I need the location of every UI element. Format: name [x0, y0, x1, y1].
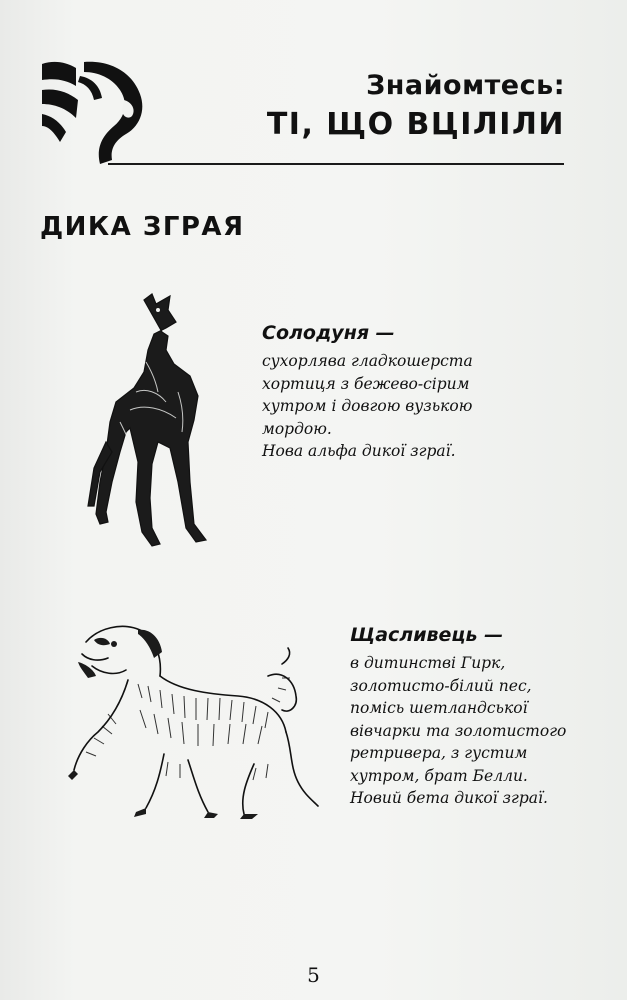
description-line: сухорлява гладкошерста	[262, 352, 473, 370]
character-name: Щасливець —	[350, 624, 504, 646]
description-line: хортиця з бежево-сірим	[262, 374, 470, 393]
title-divider	[108, 163, 564, 165]
description-line: помісь шетландської	[350, 699, 528, 717]
description-line: в дитинстві Гирк,	[350, 654, 506, 672]
chapter-title-line1: Знайомтесь:	[366, 70, 565, 101]
description-line: золотисто-білий пес,	[350, 676, 532, 695]
character-entry	[262, 322, 562, 463]
description-line: хутром і довгою вузькою	[262, 397, 473, 415]
section-title: ДИКА ЗГРАЯ	[40, 212, 245, 242]
description-line: ретривера, з густим	[350, 744, 528, 762]
chapter-title-line2: ТІ, ЩО ВЦІЛІЛИ	[266, 107, 565, 142]
swirl-ornament-icon	[40, 56, 152, 168]
shaggy-dog-illustration	[68, 614, 320, 820]
description-line: хутром, брат Белли.	[350, 766, 528, 785]
description-line: вівчарки та золотистого	[350, 721, 567, 740]
character-entry	[350, 624, 590, 810]
page-number: 5	[307, 963, 320, 987]
greyhound-illustration	[86, 292, 218, 554]
description-line: Новий бета дикої зграї.	[350, 789, 548, 807]
character-name: Солодуня —	[262, 322, 395, 344]
description-line: Нова альфа дикої зграї.	[262, 442, 456, 460]
description-line: мордою.	[262, 419, 332, 438]
